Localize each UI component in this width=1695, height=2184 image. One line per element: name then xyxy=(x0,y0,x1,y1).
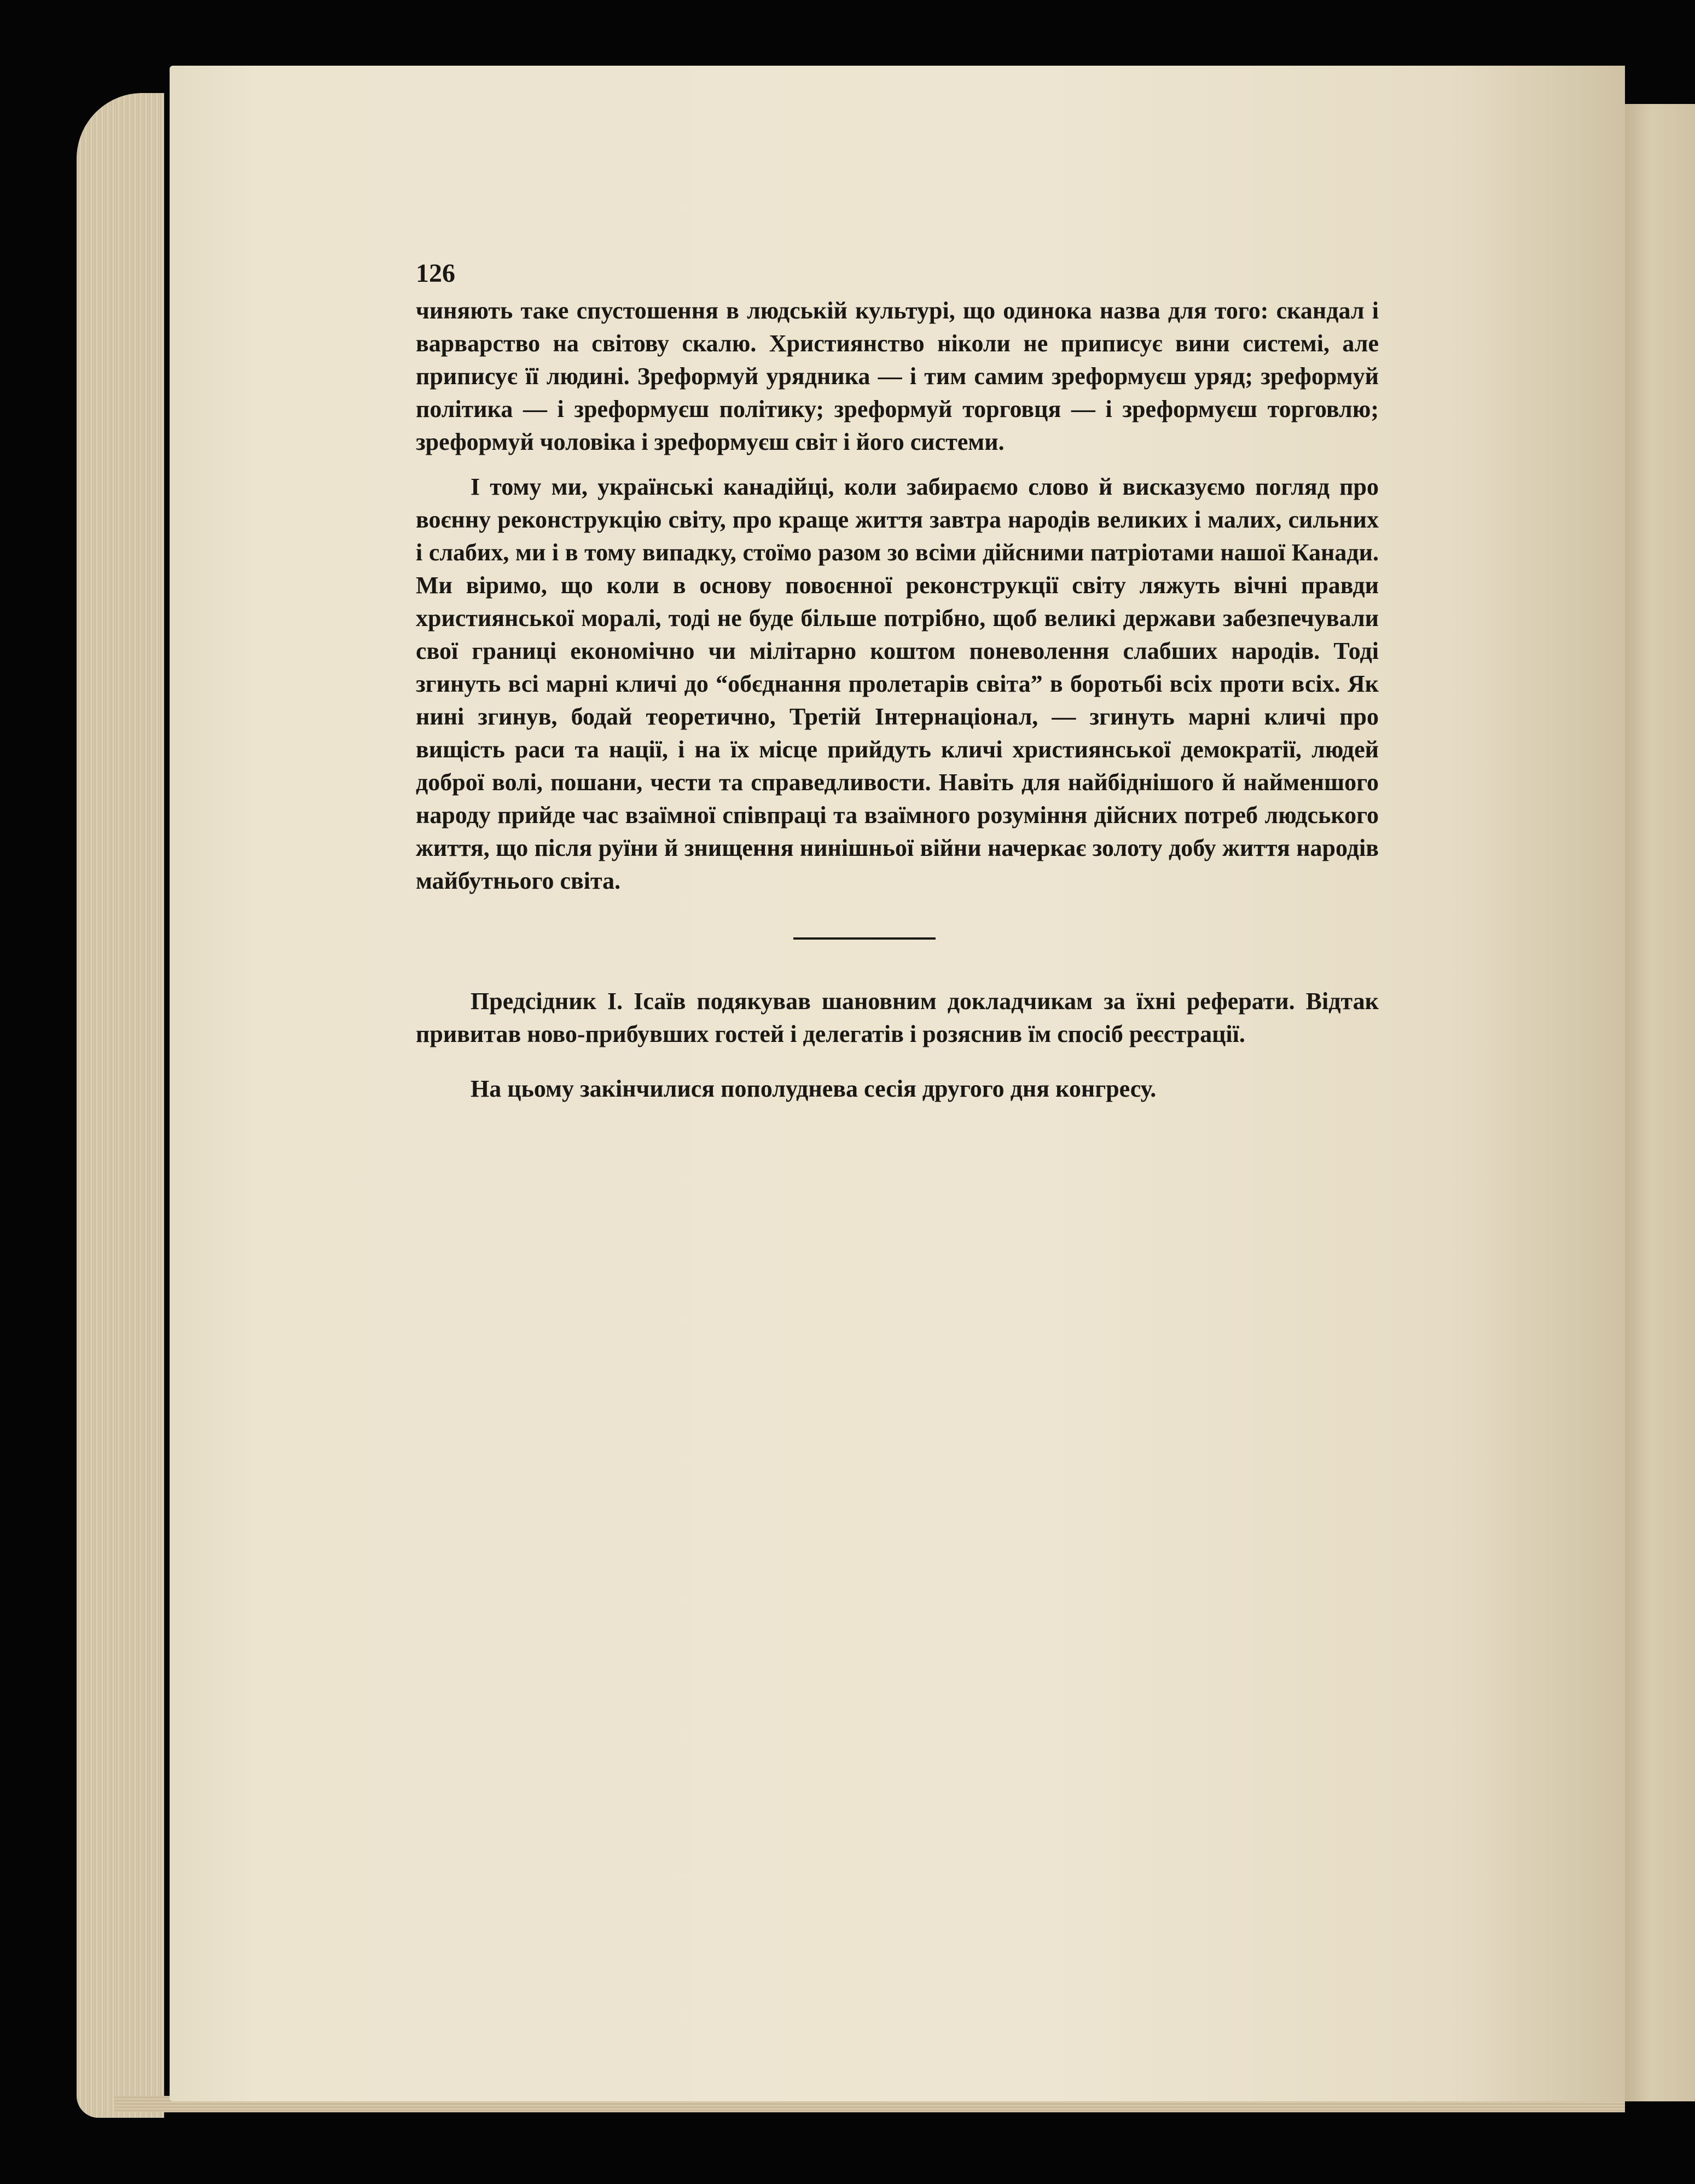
page-number: 126 xyxy=(416,259,455,288)
divider-rule xyxy=(793,937,936,940)
section-divider xyxy=(416,897,1379,985)
paragraph-continuation: чиняють таке спустошення в людській культурі, що одинока назва для того: скандал і варварство на світову скалю. Християнство ніколи не приписує вини системі, але приписує її людині. Зреформуй урядника — і тим самим зреформуєш уряд; зреформуй політика — і зреформуєш політику; зреформуй торговця — і зреформуєш торговлю; зреформуй чоловіка і зреформуєш світ і його системи. xyxy=(416,297,1379,455)
book-page-edges xyxy=(77,93,164,2118)
page-text xyxy=(416,257,1379,1105)
paragraph-chairman: Предсідник І. Ісаїв подякував шановним докладчикам за їхні реферати. Відтак привитав ново-прибувших гостей і делегатів і розяснив їм спосіб реєстрації. xyxy=(416,988,1379,1047)
paragraph-reconstruction: І тому ми, українські канадійці, коли забираємо слово й висказуємо погляд про воєнну реконструкцію світу, про краще життя завтра народів великих і малих, сильних і слабих, ми і в тому випадку, стоїмо разом зо всіми дійсними патріотами нашої Канади. Ми віримо, що коли в основу повоєнної реконструкції світу ляжуть вічні правди християнської моралі, тоді не буде більше потрібно, щоб великі держави забезпечували свої границі економічно чи мілітарно коштом поневолення слабших народів. Тоді згинуть всі марні кличі до “обєднання пролетарів світа” в боротьбі всіх проти всіх. Як нині згинув, бодай теоретично, Третій Інтернаціонал, — згинуть марні кличі про вищість раси та нації, і на їх місце прийдуть кличі християнської демократії, людей доброї волі, пошани, чести та справедливости. Навіть для найбіднішого й найменшого народу прийде час взаїмної співпраці та взаїмного розуміння дійсних потреб людського життя, що після руїни й знищення нинішньої війни начеркає золоту добу життя народів майбутнього світа. xyxy=(416,473,1379,894)
facing-page-edge xyxy=(1614,104,1695,2101)
paragraph-session-end: На цьому закінчилися пополуднева сесія другого дня конгресу. xyxy=(471,1075,1157,1102)
